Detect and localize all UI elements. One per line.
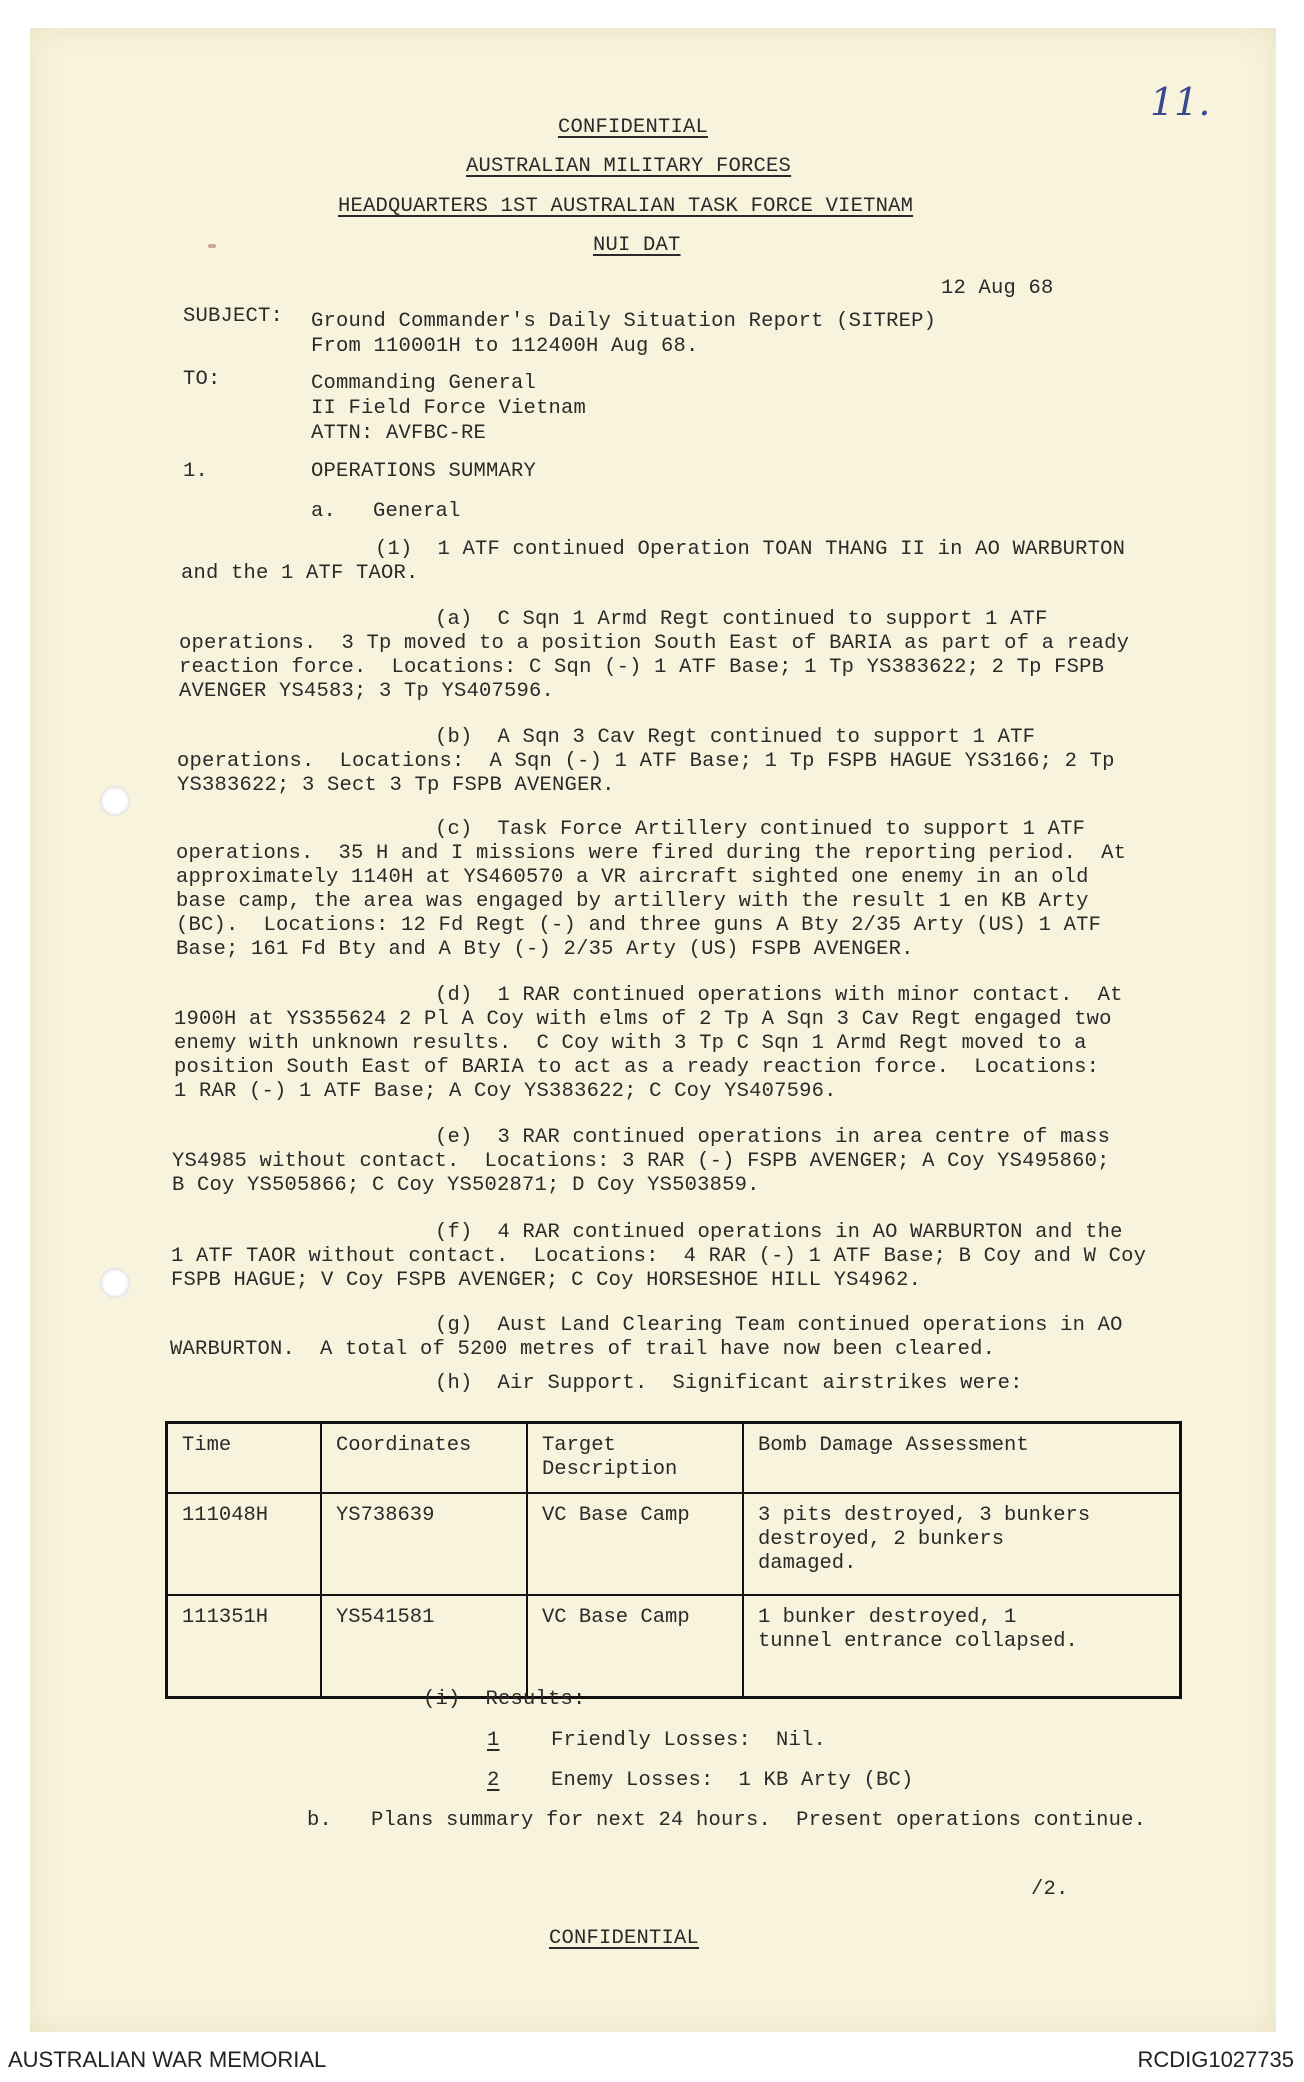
continuation-marker: /2. <box>1031 1878 1069 1901</box>
archive-name: AUSTRALIAN WAR MEMORIAL <box>8 2047 327 2072</box>
airstrikes-table <box>165 1421 1182 1699</box>
section-title: OPERATIONS SUMMARY <box>311 460 537 483</box>
cell-coordinates: YS541581 <box>321 1595 527 1698</box>
handwritten-page-number: 11. <box>1150 80 1211 124</box>
paragraph-c: (c) Task Force Artillery continued to support 1 ATF operations. 35 H and I missions were fired during the reporting period. At approximately 1140H at YS460570 a VR aircraft sighted one enemy in an old base camp, the area was engaged by artillery with the result 1 en KB Arty (BC). Locations: 12 Fd Regt (-) and three guns A Bty 2/35 Arty (US) 1 ATF Base; 161 Fd Bty and A Bty (-) 2/35 Arty (US) FSPB AVENGER. <box>176 818 1127 961</box>
cell-bda: 1 bunker destroyed, 1 tunnel entrance collapsed. <box>743 1595 1181 1698</box>
classification-footer: CONFIDENTIAL <box>549 1927 700 1950</box>
archive-id: RCDIG1027735 <box>1137 2047 1294 2072</box>
to-label: TO: <box>183 368 221 391</box>
punch-hole-top <box>100 786 130 816</box>
subject-label: SUBJECT: <box>183 305 284 328</box>
org-header: AUSTRALIAN MILITARY FORCES <box>466 155 792 178</box>
cell-coordinates: YS738639 <box>321 1493 527 1595</box>
punch-hole-bottom <box>100 1268 130 1298</box>
paragraph-1: (1) 1 ATF continued Operation TOAN THANG II in AO WARBURTON and the 1 ATF TAOR. <box>181 538 1126 585</box>
subject-line-2: From 110001H to 112400H Aug 68. <box>311 335 699 358</box>
result-item-2-text: Enemy Losses: 1 KB Arty (BC) <box>551 1769 914 1792</box>
col-coordinates-header: Coordinates <box>321 1423 527 1494</box>
to-line-2: II Field Force Vietnam <box>311 397 587 420</box>
ink-smudge <box>208 244 216 248</box>
table-header-row <box>167 1423 1181 1494</box>
paragraph-g: (g) Aust Land Clearing Team continued operations in AO WARBURTON. A total of 5200 metres of trail have now been cleared. <box>170 1314 1123 1361</box>
col-time-header: Time <box>167 1423 322 1494</box>
paragraph-f: (f) 4 RAR continued operations in AO WARBURTON and the 1 ATF TAOR without contact. Locations: 4 RAR (-) 1 ATF Base; B Coy and W Coy FSPB HAGUE; V Coy FSPB AVENGER; C Coy HORSESHOE HILL YS4962. <box>171 1221 1147 1292</box>
cell-time: 111048H <box>167 1493 322 1595</box>
result-item-1-number: 1 <box>487 1729 500 1752</box>
cell-target: VC Base Camp <box>527 1595 743 1698</box>
classification-header: CONFIDENTIAL <box>558 116 709 139</box>
paragraph-h: (h) Air Support. Significant airstrikes were: <box>435 1372 1023 1395</box>
plans-letter: b. <box>307 1809 333 1832</box>
subsection-title: General <box>373 500 461 523</box>
col-bda-header: Bomb Damage Assessment <box>743 1423 1181 1494</box>
paragraph-b: (b) A Sqn 3 Cav Regt continued to support 1 ATF operations. Locations: A Sqn (-) 1 ATF Base; 1 Tp FSPB HAGUE YS3166; 2 Tp YS383622; 3 Sect 3 Tp FSPB AVENGER. <box>177 726 1115 797</box>
result-item-1-text: Friendly Losses: Nil. <box>551 1729 827 1752</box>
paragraph-e: (e) 3 RAR continued operations in area centre of mass YS4985 without contact. Locations: 3 RAR (-) FSPB AVENGER; A Coy YS495860; B Coy YS505866; C Coy YS502871; D Coy YS503859. <box>172 1126 1111 1197</box>
location-header: NUI DAT <box>593 234 681 257</box>
cell-target: VC Base Camp <box>527 1493 743 1595</box>
paragraph-a: (a) C Sqn 1 Armd Regt continued to support 1 ATF operations. 3 Tp moved to a position South East of BARIA as part of a ready reaction force. Locations: C Sqn (-) 1 ATF Base; 1 Tp YS383622; 2 Tp FSPB AVENGER YS4583; 3 Tp YS407596. <box>179 608 1130 703</box>
to-line-1: Commanding General <box>311 372 537 395</box>
paragraph-d: (d) 1 RAR continued operations with minor contact. At 1900H at YS355624 2 Pl A Coy with elms of 2 Tp A Sqn 3 Cav Regt engaged two enemy with unknown results. C Coy with 3 Tp C Sqn 1 Armd Regt moved to a position South East of BARIA to act as a ready reaction force. Locations: 1 RAR (-) 1 ATF Base; A Coy YS383622; C Coy YS407596. <box>174 984 1123 1103</box>
result-item-2-number: 2 <box>487 1769 500 1792</box>
cell-time: 111351H <box>167 1595 322 1698</box>
section-number: 1. <box>183 460 209 483</box>
subject-line-1: Ground Commander's Daily Situation Report (SITREP) <box>311 310 937 333</box>
report-date: 12 Aug 68 <box>941 277 1054 300</box>
results-label: (i) Results: <box>423 1688 586 1711</box>
col-target-header: Target Description <box>527 1423 743 1494</box>
to-line-3: ATTN: AVFBC-RE <box>311 422 487 445</box>
subsection-letter: a. <box>311 500 337 523</box>
table-row <box>167 1493 1181 1595</box>
plans-text: Plans summary for next 24 hours. Present operations continue. <box>371 1809 1147 1832</box>
hq-header: HEADQUARTERS 1ST AUSTRALIAN TASK FORCE VIETNAM <box>338 195 914 218</box>
table-row <box>167 1595 1181 1698</box>
cell-bda: 3 pits destroyed, 3 bunkers destroyed, 2 bunkers damaged. <box>743 1493 1181 1595</box>
